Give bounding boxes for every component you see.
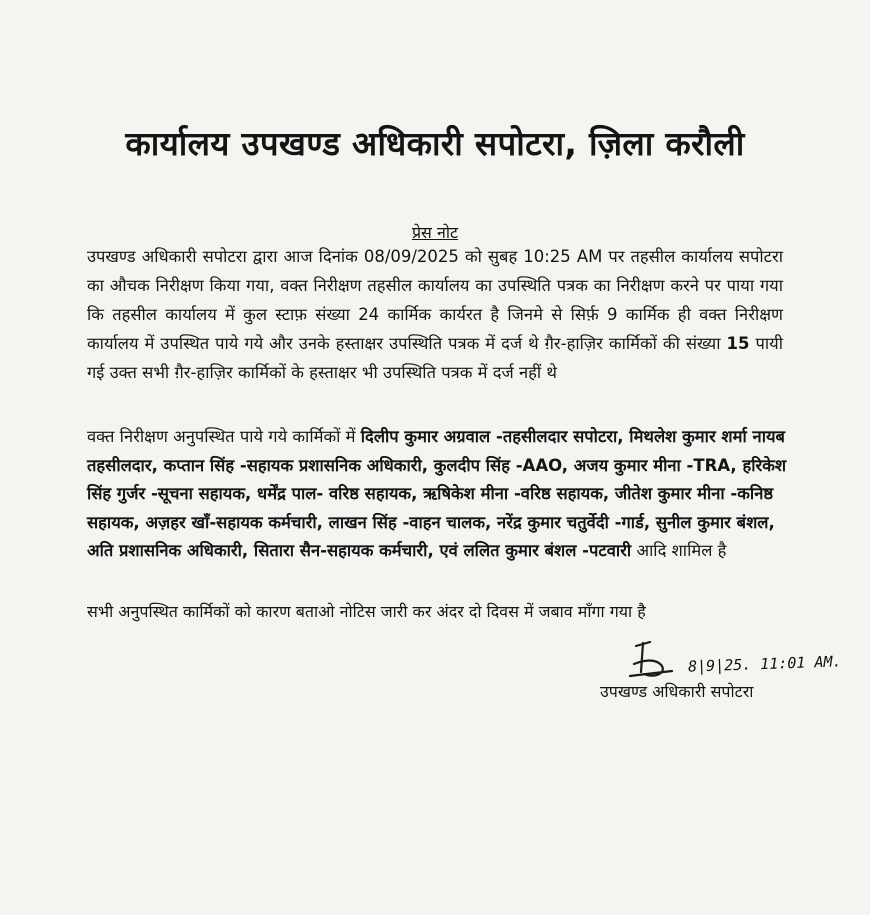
absent-staff-paragraph <box>87 423 802 566</box>
inspection-paragraph <box>87 242 783 387</box>
absent-staff-list: दिलीप कुमार अग्रवाल -तहसीलदार सपोटरा, मिथलेश कुमार शर्मा नायब तहसीलदार, कप्तान सिंह -सहायक प्रशासनिक अधिकारी, कुलदीप सिंह -AAO, अजय कुमार मीना -TRA, हरिकेश सिंह गुर्जर -सूचना सहायक, धर्मेंद्र पाल- वरिष्ठ सहायक, ऋषिकेश मीना -वरिष्ठ सहायक, जीतेश कुमार मीना -कनिष्ठ सहायक, अज़हर खाँ-सहायक कर्मचारी, लाखन सिंह -वाहन चालक, नरेंद्र कुमार चतुर्वेदी -गार्ड, सुनील कुमार बंशल, अति प्रशासनिक अधिकारी, सितारा सैन-सहायक कर्मचारी, एवं ललित कुमार बंशल -पटवारी <box>87 427 787 560</box>
signature-scribble <box>626 636 686 682</box>
office-heading: कार्यालय उपखण्ड अधिकारी सपोटरा, ज़िला करौली <box>125 124 745 163</box>
inspection-text-end: पायी गई उक्त सभी ग़ैर-हाज़िर कार्मिकों के हस्ताक्षर भी उपस्थिति पत्रक में दर्ज नहीं थे <box>87 334 783 382</box>
press-note-title: प्रेस नोट <box>411 223 459 242</box>
inspection-text: उपखण्ड अधिकारी सपोटरा द्वारा आज दिनांक 08/09/2025 को सुबह 10:25 AM पर तहसील कार्यालय सपोटरा का औचक निरीक्षण किया गया, वक्त निरीक्षण तहसील कार्यालय का उपस्थिति पत्रक का निरीक्षण करने पर पाया गया कि तहसील कार्यालय में कुल स्टाफ़ संख्या 24 कार्मिक कार्यरत है जिनमे से सिर्फ़ 9 कार्मिक ही वक्त निरीक्षण कार्यालय में उपस्थित पाये गये और उनके हस्ताक्षर उपस्थिति पत्रक में दर्ज थे ग़ैर-हाज़िर कार्मिकों की संख्या <box>87 247 783 353</box>
signatory-title: उपखण्ड अधिकारी सपोटरा <box>600 682 754 701</box>
absent-list-end: आदि शामिल है <box>636 541 727 560</box>
absent-intro: वक्त निरीक्षण अनुपस्थित पाये गये कार्मिकों में <box>87 427 356 446</box>
notice-paragraph: सभी अनुपस्थित कार्मिकों को कारण बताओ नोटिस जारी कर अंदर दो दिवस में जबाव माँगा गया है <box>87 602 646 621</box>
signature-date-time: 8|9|25. 11:01 AM. <box>687 652 842 676</box>
absent-count: 15 <box>726 334 750 353</box>
